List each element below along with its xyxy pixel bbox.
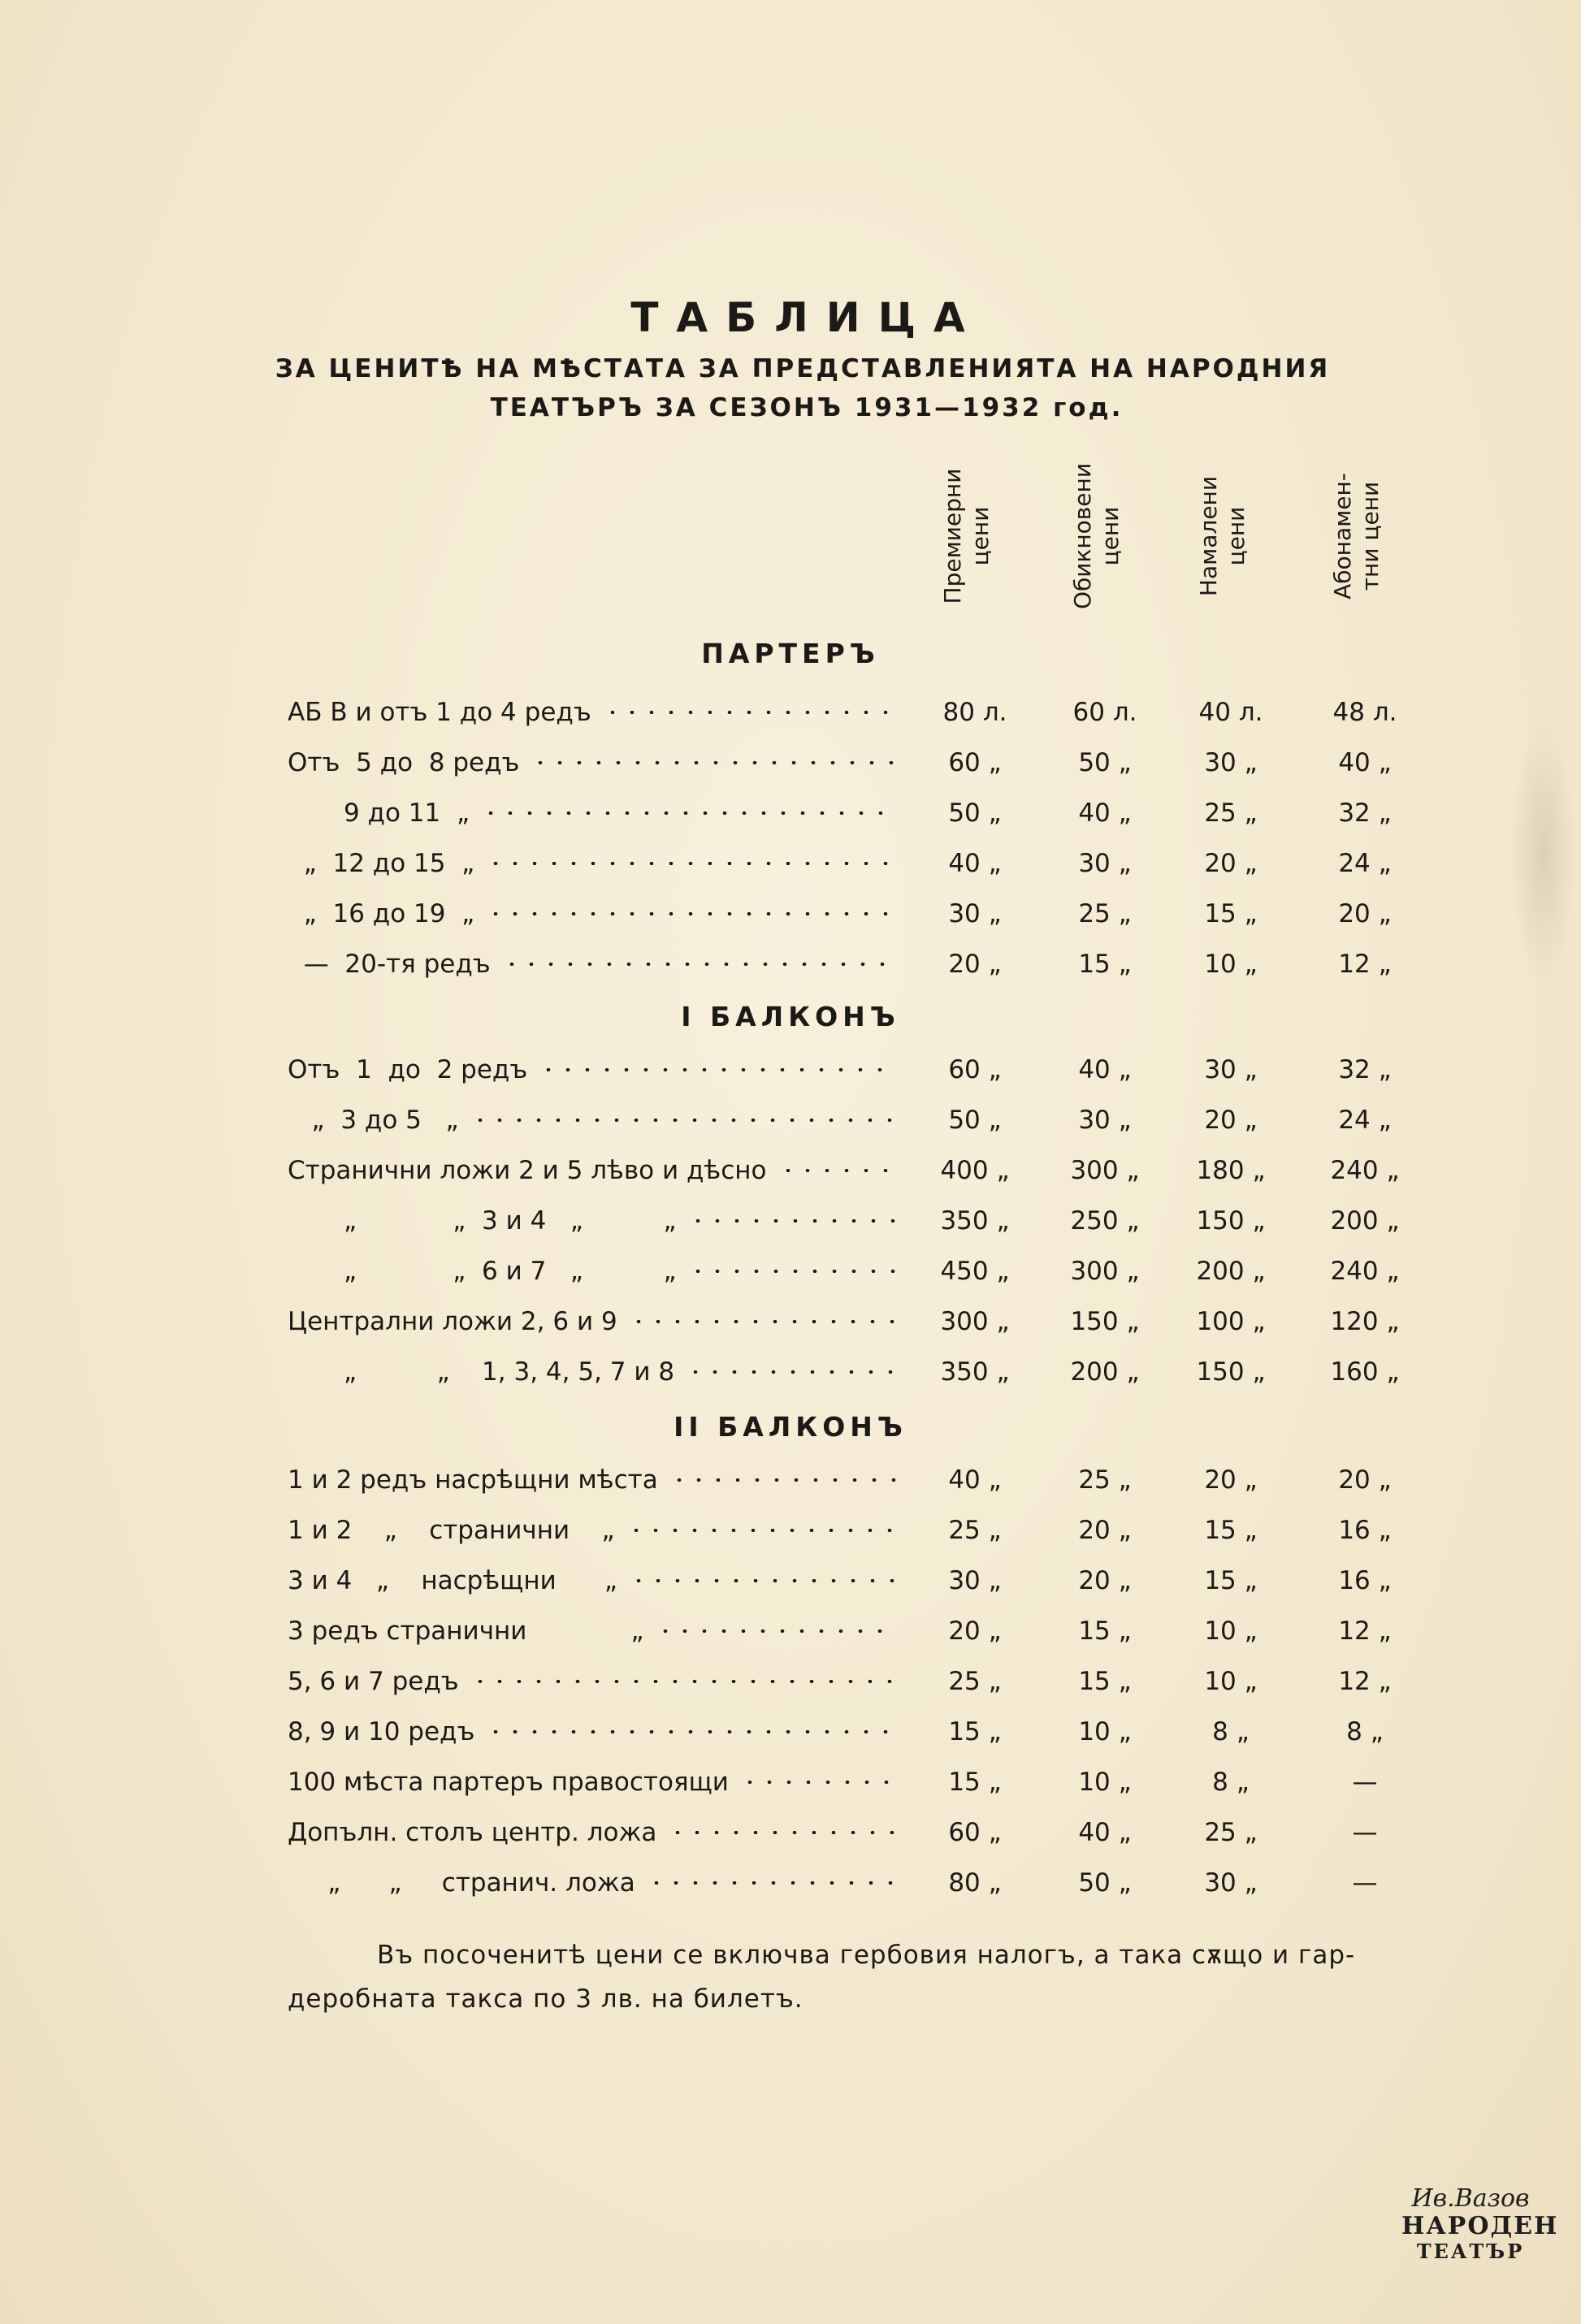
price-cell: 200 „ (1330, 1206, 1400, 1236)
price-cell: 15 „ (1204, 1566, 1258, 1595)
row-label (288, 1611, 897, 1651)
row-label-text: 8, 9 и 10 редъ (288, 1717, 475, 1746)
price-cell: 8 „ (1346, 1717, 1384, 1746)
price-cell: 40 „ (1078, 798, 1132, 828)
price-cell: 150 „ (1196, 1357, 1266, 1387)
paper-stain (1511, 715, 1576, 991)
row-label (288, 1251, 897, 1292)
leader-dots (778, 1169, 897, 1172)
leader-dots (668, 1831, 897, 1834)
price-cell: 40 „ (1078, 1055, 1132, 1084)
price-cell: 40 л. (1198, 698, 1263, 727)
leader-dots (470, 1119, 897, 1122)
price-cell: 200 „ (1070, 1357, 1140, 1387)
price-cell: 10 „ (1078, 1717, 1132, 1746)
price-cell: 20 „ (948, 950, 1002, 979)
logo-word-naroden: НАРОДЕН (1401, 2212, 1559, 2240)
leader-dots (740, 1781, 897, 1784)
row-label (288, 1150, 897, 1191)
table-row (0, 1201, 1581, 1241)
table-row (0, 1863, 1581, 1903)
price-cell: 15 „ (1078, 1667, 1132, 1696)
price-cell: — (1352, 1868, 1378, 1898)
price-cell: 40 „ (948, 849, 1002, 878)
leader-dots (603, 711, 897, 714)
row-label-text: „ „ странич. ложа (288, 1868, 635, 1898)
section-heading: ПАРТЕРЪ (701, 638, 880, 669)
row-label (288, 1460, 897, 1500)
table-row (0, 1661, 1581, 1702)
row-label (288, 1049, 897, 1090)
table-row (0, 1611, 1581, 1651)
row-label (288, 894, 897, 934)
price-cell: 24 „ (1338, 1106, 1392, 1135)
price-cell: 80 „ (948, 1868, 1002, 1898)
leader-dots (486, 912, 897, 915)
price-cell: 12 „ (1338, 1667, 1392, 1696)
price-cell: 60 „ (948, 1055, 1002, 1084)
table-row (0, 1762, 1581, 1803)
price-cell: 350 „ (940, 1357, 1010, 1387)
price-cell: 60 л. (1072, 698, 1137, 727)
logo-word-teatar: ТЕАТЪР (1416, 2240, 1525, 2263)
row-label (288, 692, 897, 733)
leader-dots (626, 1529, 897, 1532)
price-cell: 15 „ (1078, 950, 1132, 979)
price-cell: 50 „ (948, 798, 1002, 828)
price-cell: 50 „ (1078, 1868, 1132, 1898)
table-row (0, 1100, 1581, 1140)
price-cell: 50 „ (1078, 748, 1132, 777)
leader-dots (669, 1478, 897, 1482)
row-label-text: 1 и 2 „ странични „ (288, 1516, 615, 1545)
price-cell: 100 „ (1196, 1307, 1266, 1336)
price-cell: 40 „ (1078, 1818, 1132, 1847)
price-cell: 120 „ (1330, 1307, 1400, 1336)
row-label-text: 100 мѣста партеръ правостоящи (288, 1768, 729, 1797)
price-cell: 25 „ (948, 1516, 1002, 1545)
price-cell: 15 „ (948, 1768, 1002, 1797)
row-label-text: — 20-тя редъ (288, 950, 491, 979)
leader-dots (629, 1579, 897, 1582)
price-cell: 12 „ (1338, 1616, 1392, 1646)
price-cell: 30 „ (948, 1566, 1002, 1595)
table-row (0, 1460, 1581, 1500)
price-cell: 48 л. (1332, 698, 1397, 727)
row-label (288, 843, 897, 884)
row-label (288, 1100, 897, 1140)
price-cell: 15 „ (1078, 1616, 1132, 1646)
price-cell: 32 „ (1338, 798, 1392, 828)
price-cell: 25 „ (948, 1667, 1002, 1696)
row-label-text: АБ В и отъ 1 до 4 редъ (288, 698, 591, 727)
column-header-premiere: Премиерни цени (939, 468, 994, 604)
price-cell: 15 „ (1204, 1516, 1258, 1545)
price-cell: 30 „ (948, 899, 1002, 928)
row-label-text: 5, 6 и 7 редъ (288, 1667, 459, 1696)
price-cell: 30 „ (1204, 1868, 1258, 1898)
row-label (288, 944, 897, 985)
leader-dots (688, 1219, 897, 1223)
price-cell: 350 „ (940, 1206, 1010, 1236)
price-cell: 180 „ (1196, 1156, 1266, 1185)
footnote-line-1: Въ посоченитѣ цени се включва гербовия налогъ, а така сѫщо и гар- (377, 1941, 1356, 1970)
price-cell: 10 „ (1204, 1616, 1258, 1646)
table-row (0, 894, 1581, 934)
row-label (288, 793, 897, 833)
price-cell: 50 „ (948, 1106, 1002, 1135)
price-cell: — (1352, 1818, 1378, 1847)
table-row (0, 1510, 1581, 1551)
section-heading: I БАЛКОНЪ (681, 1001, 900, 1032)
table-row (0, 1712, 1581, 1752)
column-header-reduced: Намалени цени (1195, 475, 1250, 597)
row-label-text: „ 12 до 15 „ (288, 849, 475, 878)
price-cell: 450 „ (940, 1257, 1010, 1286)
leader-dots (686, 1370, 897, 1374)
price-cell: 16 „ (1338, 1566, 1392, 1595)
footnote-line-2: деробната такса по 3 лв. на билетъ. (288, 1984, 803, 2014)
leader-dots (531, 761, 897, 764)
row-label-text: „ „ 1, 3, 4, 5, 7 и 8 (288, 1357, 675, 1387)
leader-dots (481, 811, 897, 815)
page-title: ТАБЛИЦА (630, 294, 983, 341)
price-cell: 20 „ (1338, 899, 1392, 928)
row-label-text: „ 16 до 19 „ (288, 899, 475, 928)
price-cell: 8 „ (1212, 1717, 1250, 1746)
price-cell: 20 „ (1078, 1566, 1132, 1595)
leader-dots (502, 963, 897, 966)
row-label-text: Отъ 1 до 2 редъ (288, 1055, 528, 1084)
price-cell: 300 „ (1070, 1156, 1140, 1185)
table-row (0, 843, 1581, 884)
row-label (288, 1201, 897, 1241)
row-label-text: Странични ложи 2 и 5 лѣво и дѣсно (288, 1156, 767, 1185)
row-label-text: „ 3 до 5 „ (288, 1106, 459, 1135)
price-cell: 15 „ (1204, 899, 1258, 928)
price-cell: 20 „ (1338, 1465, 1392, 1495)
column-header-ordinary: Обикновени цени (1069, 462, 1124, 610)
price-cell: 30 „ (1078, 849, 1132, 878)
price-cell: 250 „ (1070, 1206, 1140, 1236)
price-cell: 80 л. (942, 698, 1007, 727)
leader-dots (647, 1881, 897, 1885)
price-cell: 10 „ (1204, 1667, 1258, 1696)
price-cell: 30 „ (1078, 1106, 1132, 1135)
row-label-text: Централни ложи 2, 6 и 9 (288, 1307, 617, 1336)
price-cell: 20 „ (1204, 1106, 1258, 1135)
leader-dots (629, 1320, 897, 1323)
leader-dots (539, 1068, 897, 1071)
price-cell: 20 „ (948, 1616, 1002, 1646)
price-cell: 16 „ (1338, 1516, 1392, 1545)
leader-dots (486, 862, 897, 865)
price-cell: 25 „ (1204, 798, 1258, 828)
price-cell: 12 „ (1338, 950, 1392, 979)
price-cell: 300 „ (940, 1307, 1010, 1336)
row-label-text: Допълн. столъ центр. ложа (288, 1818, 657, 1847)
table-row (0, 1049, 1581, 1090)
leader-dots (470, 1680, 897, 1683)
row-label-text: Отъ 5 до 8 редъ (288, 748, 520, 777)
price-cell: 10 „ (1078, 1768, 1132, 1797)
subtitle-line-2: ТЕАТЪРЪ ЗА СЕЗОНЪ 1931—1932 год. (490, 393, 1124, 422)
row-label (288, 1863, 897, 1903)
row-label-text: 9 до 11 „ (288, 798, 470, 828)
price-cell: 20 „ (1078, 1516, 1132, 1545)
column-header-subscription: Абонамен- тни цени (1329, 473, 1384, 599)
leader-dots (486, 1730, 897, 1733)
price-cell: 40 „ (1338, 748, 1392, 777)
price-cell: 25 „ (1078, 899, 1132, 928)
price-cell: 20 „ (1204, 849, 1258, 878)
price-cell: 60 „ (948, 748, 1002, 777)
table-row (0, 1560, 1581, 1601)
table-row (0, 1352, 1581, 1392)
row-label (288, 1812, 897, 1853)
price-cell: 30 „ (1204, 1055, 1258, 1084)
row-label-text: 3 и 4 „ насрѣщни „ (288, 1566, 617, 1595)
price-cell: 60 „ (948, 1818, 1002, 1847)
table-row (0, 1251, 1581, 1292)
price-cell: 15 „ (948, 1717, 1002, 1746)
footnote (288, 1933, 1425, 2021)
subtitle-line-1: ЗА ЦЕНИТѢ НА МѢСТАТА ЗА ПРЕДСТАВЛЕНИЯТА НА НАРОДНИЯ (275, 354, 1331, 383)
leader-dots (688, 1270, 897, 1273)
national-theatre-logo (1401, 2184, 1559, 2274)
price-cell: 32 „ (1338, 1055, 1392, 1084)
row-label (288, 742, 897, 783)
price-cell: 150 „ (1070, 1307, 1140, 1336)
price-cell: 200 „ (1196, 1257, 1266, 1286)
price-cell: 150 „ (1196, 1206, 1266, 1236)
row-label (288, 1762, 897, 1803)
table-row (0, 1301, 1581, 1342)
row-label-text: 1 и 2 редъ насрѣщни мѣста (288, 1465, 658, 1495)
table-row (0, 793, 1581, 833)
price-cell: — (1352, 1768, 1378, 1797)
price-cell: 8 „ (1212, 1768, 1250, 1797)
section-heading: II БАЛКОНЪ (674, 1411, 907, 1443)
row-label (288, 1510, 897, 1551)
table-row (0, 944, 1581, 985)
row-label-text: „ „ 6 и 7 „ „ (288, 1257, 677, 1286)
row-label (288, 1352, 897, 1392)
leader-dots (656, 1629, 897, 1633)
row-label (288, 1661, 897, 1702)
table-row (0, 692, 1581, 733)
price-cell: 300 „ (1070, 1257, 1140, 1286)
row-label (288, 1560, 897, 1601)
row-label-text: „ „ 3 и 4 „ „ (288, 1206, 677, 1236)
table-row (0, 742, 1581, 783)
price-cell: 25 „ (1204, 1818, 1258, 1847)
row-label (288, 1712, 897, 1752)
price-cell: 10 „ (1204, 950, 1258, 979)
logo-signature: Ив.Вазов (1411, 2184, 1530, 2213)
price-cell: 160 „ (1330, 1357, 1400, 1387)
price-cell: 240 „ (1330, 1257, 1400, 1286)
price-cell: 24 „ (1338, 849, 1392, 878)
price-cell: 240 „ (1330, 1156, 1400, 1185)
table-row (0, 1150, 1581, 1191)
row-label-text: 3 редъ странични „ (288, 1616, 644, 1646)
table-row (0, 1812, 1581, 1853)
price-cell: 30 „ (1204, 748, 1258, 777)
price-cell: 20 „ (1204, 1465, 1258, 1495)
row-label (288, 1301, 897, 1342)
price-cell: 25 „ (1078, 1465, 1132, 1495)
price-cell: 400 „ (940, 1156, 1010, 1185)
price-cell: 40 „ (948, 1465, 1002, 1495)
